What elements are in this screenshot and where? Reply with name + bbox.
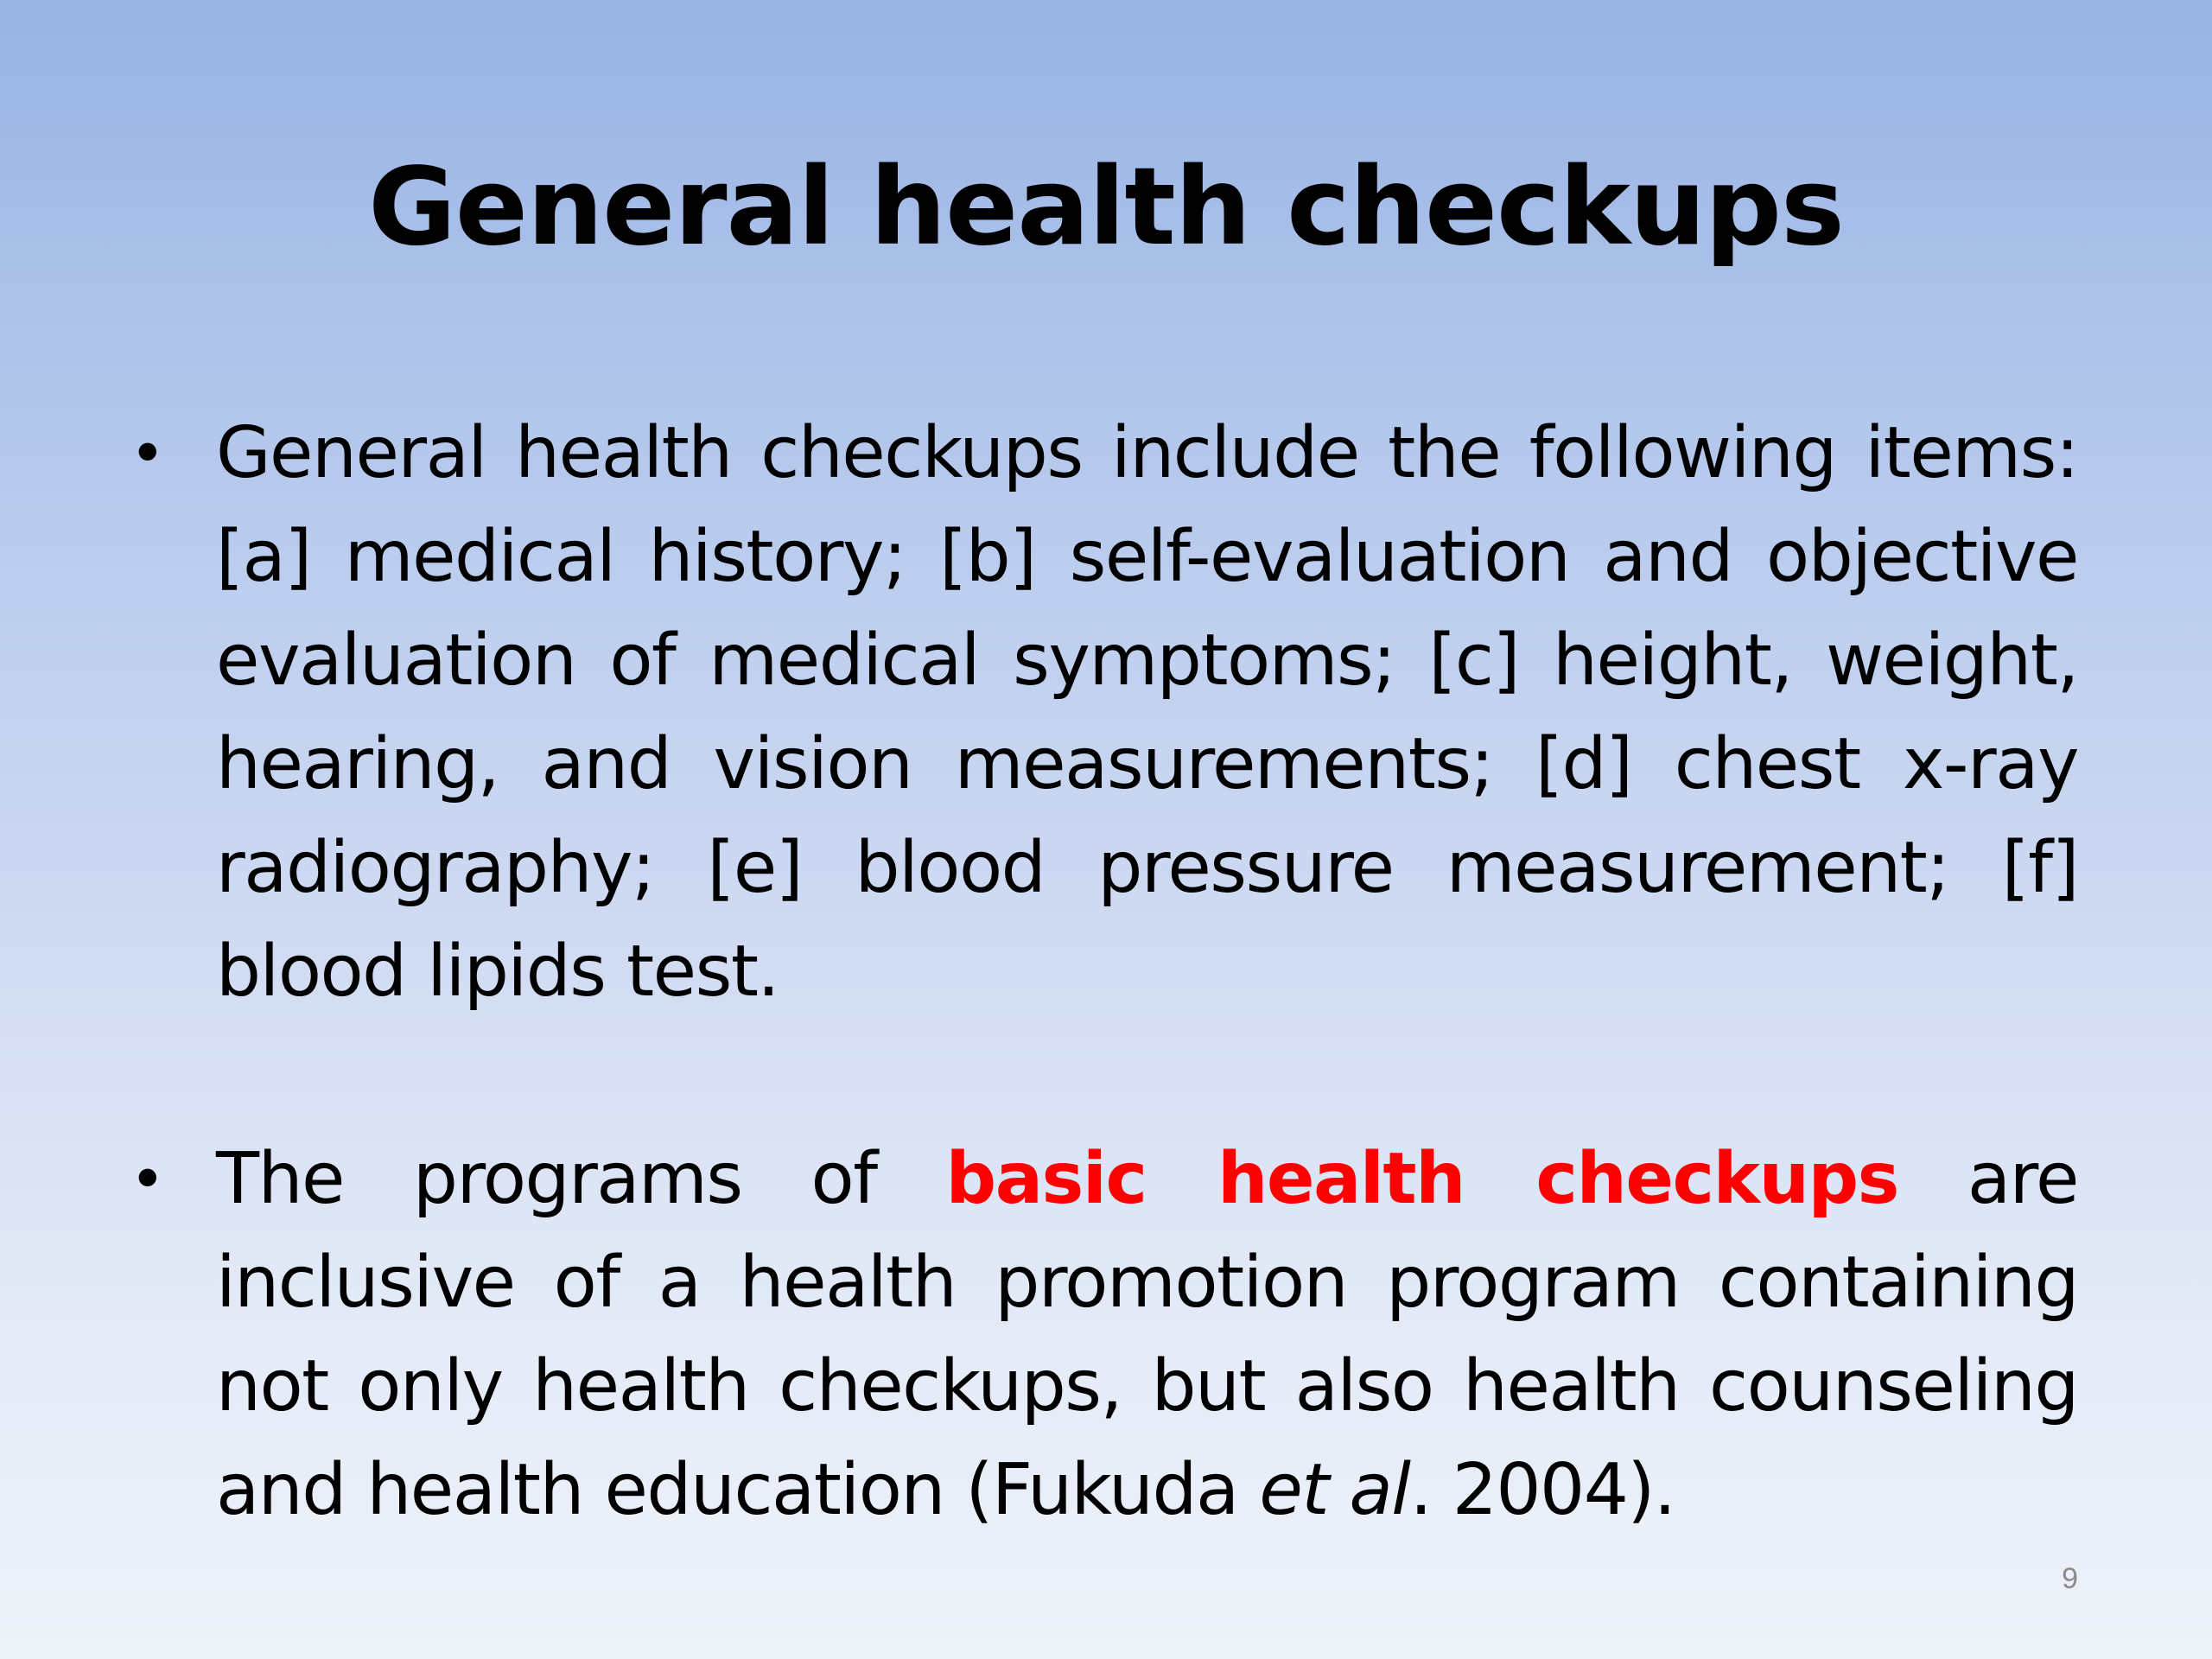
- bullet-item: [121, 1128, 2078, 1542]
- bullet-text-end: . 2004).: [1409, 1449, 1675, 1531]
- page-number: 9: [2062, 1562, 2078, 1595]
- bullet-text: General health checkups include the following items: [a] medical history; [b] self-evaluation and objective evaluation of medical symptoms; [c] height, weight, hearing, and vision measurements; [d] chest x-ray radiography; [e] blood pressure measurement; [f] blood lipids test.: [216, 412, 2078, 1013]
- bullet-list: [121, 402, 2078, 1542]
- bullet-text-after: are inclusive of a health promotion program containing not only health checkups, but also health counseling and health education (Fukuda: [216, 1138, 2078, 1531]
- slide-title: General health checkups: [368, 145, 1844, 270]
- highlighted-term: basic health checkups: [945, 1138, 1898, 1220]
- bullet-dot-icon: •: [130, 418, 164, 489]
- bullet-dot-icon: •: [130, 1144, 164, 1215]
- citation-italic: et al: [1259, 1449, 1410, 1531]
- bullet-item: [121, 402, 2078, 1024]
- bullet-text-before: The programs of: [216, 1138, 946, 1220]
